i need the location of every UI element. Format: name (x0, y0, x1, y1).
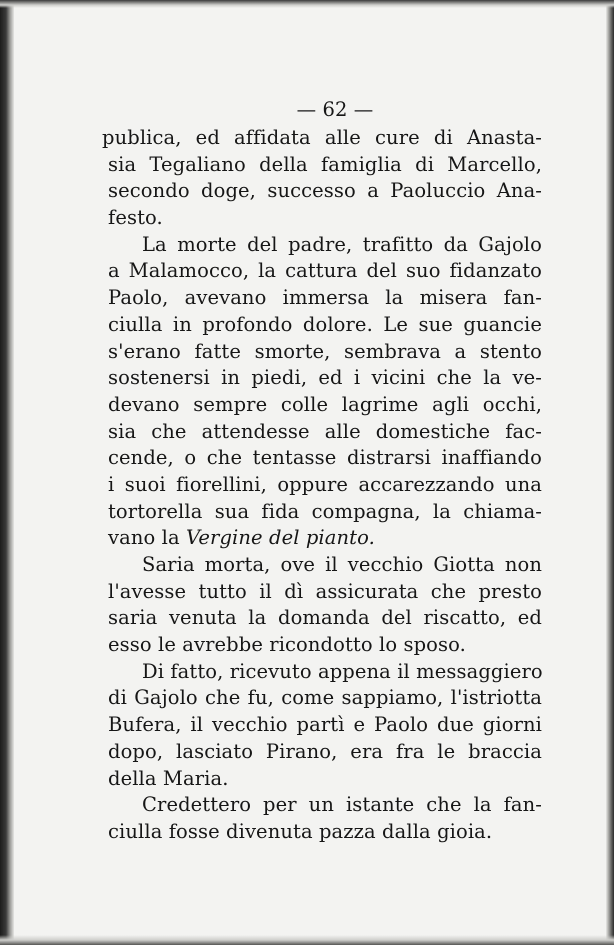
text-line: secondo doge, successo a Paoluccio Ana- (108, 179, 542, 203)
page-number: — 62 — (296, 98, 374, 121)
paragraph-start-line: Di fatto, ricevuto appena il messaggiero (142, 659, 543, 683)
text-line: ciulla in profondo dolore. Le sue guancie (108, 312, 542, 336)
page-text (102, 96, 543, 846)
text-line: saria venuta la domanda del riscatto, ed (108, 606, 542, 630)
text-line: di Gajolo che fu, come sappiamo, l'istriotta (108, 686, 542, 710)
text-line: dopo, lasciato Pirano, era fra le braccia (108, 739, 542, 763)
page-top-edge (0, 0, 614, 8)
text-line: Bufera, il vecchio partì e Paolo due giorni (108, 713, 542, 737)
paragraph-start-line: Saria morta, ove il vecchio Giotta non (142, 553, 542, 576)
text-line: festo. (108, 206, 163, 230)
text-line: devano sempre colle lagrime agli occhi, (108, 392, 542, 416)
text-line: a Malamocco, la cattura del suo fidanzato (108, 259, 542, 283)
text-line: sia che attendesse alle domestiche fac- (108, 419, 542, 443)
text-line: i suoi fiorellini, oppure accarezzando una (108, 472, 542, 496)
text-line: tortorella sua fida compagna, la chiama- (108, 499, 542, 523)
text-line: esso le avrebbe ricondotto lo sposo. (108, 633, 466, 657)
text-line: sostenersi in piedi, ed i vicini che la ve- (108, 366, 542, 390)
text-fragment: vano la (108, 526, 187, 550)
text-line: publica, ed affidata alle cure di Anasta- (102, 126, 542, 149)
book-binding-shadow (0, 0, 14, 945)
text-line: l'avesse tutto il dì assicurata che presto (108, 579, 542, 603)
text-line: della Maria. (108, 766, 229, 790)
text-line: Paolo, avevano immersa la misera fan- (108, 286, 542, 310)
text-line: sia Tegaliano della famiglia di Marcello, (108, 152, 542, 176)
text-line: s'erano fatte smorte, sembrava a stento (108, 339, 542, 363)
page-edge-shadow (606, 0, 614, 945)
text-line: cende, o che tentasse distrarsi inaffiando (108, 446, 542, 470)
paragraph-start-line: Credettero per un istante che la fan- (142, 793, 542, 817)
text-line: ciulla fosse divenuta pazza dalla gioia. (108, 819, 493, 843)
page-bottom-edge (0, 935, 614, 945)
italic-phrase: Vergine del pianto. (186, 526, 375, 550)
paragraph-start-line: La morte del padre, trafitto da Gajolo (142, 232, 542, 256)
text-line-with-italic (108, 525, 542, 552)
